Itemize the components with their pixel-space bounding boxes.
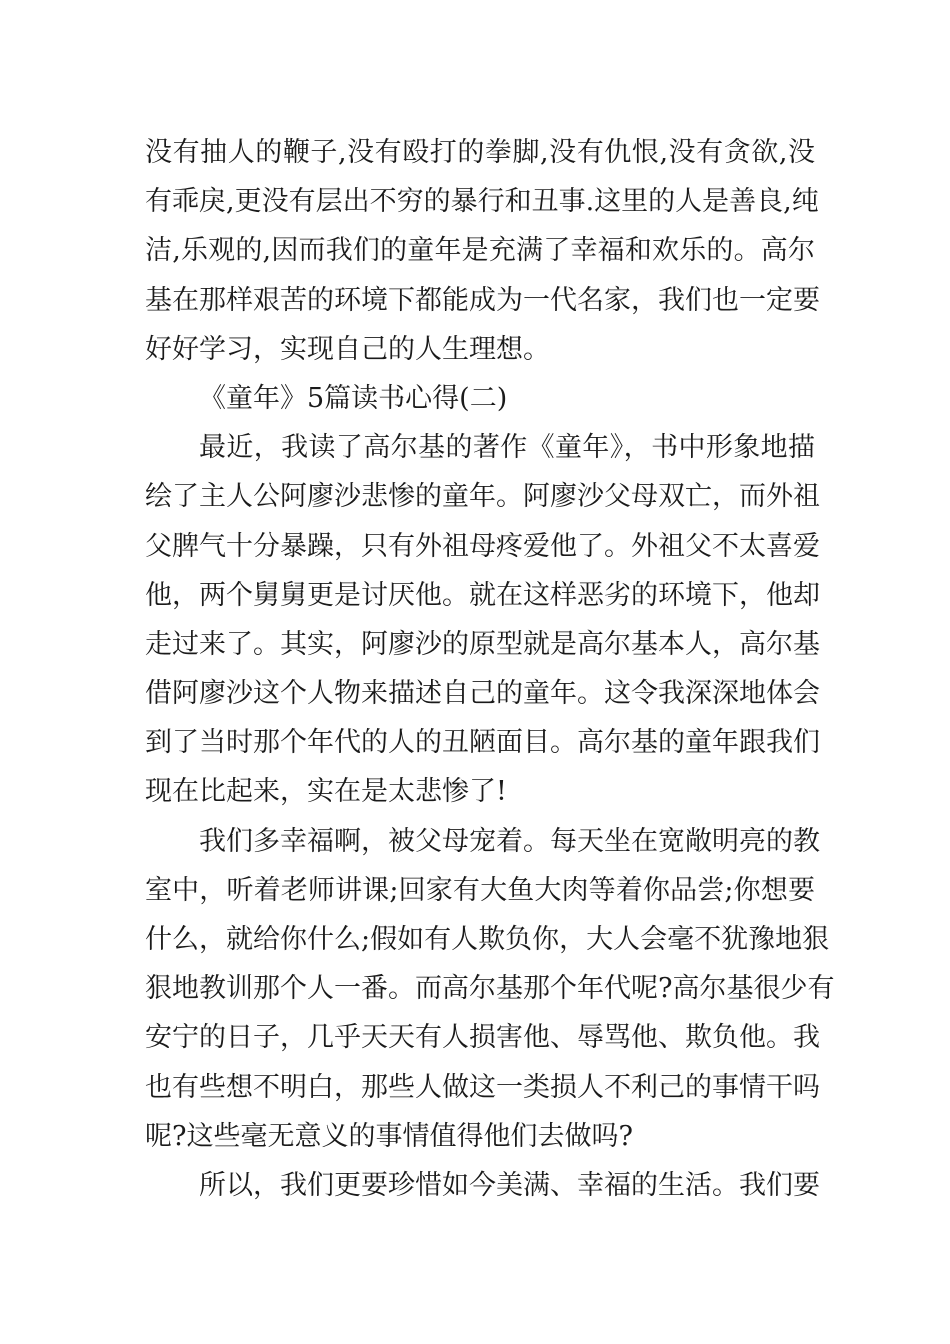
text-line: 安宁的日子，几乎天天有人损害他、辱骂他、欺负他。我	[145, 1022, 820, 1054]
paragraph	[145, 423, 820, 817]
paragraph	[145, 1161, 820, 1210]
text-line: 我们多幸福啊，被父母宠着。每天坐在宽敞明亮的教	[199, 825, 820, 857]
section-heading	[145, 374, 815, 423]
text-line: 呢?这些毫无意义的事情值得他们去做吗?	[145, 1120, 633, 1152]
text-line: 他，两个舅舅更是讨厌他。就在这样恶劣的环境下，他却	[145, 579, 820, 611]
text-line: 到了当时那个年代的人的丑陋面目。高尔基的童年跟我们	[145, 727, 820, 759]
text-line: 基在那样艰苦的环境下都能成为一代名家，我们也一定要	[145, 284, 820, 316]
text-line: 也有些想不明白，那些人做这一类损人不利己的事情干吗	[145, 1071, 820, 1103]
text-line: 狠地教训那个人一番。而高尔基那个年代呢?高尔基很少有	[145, 973, 835, 1005]
text-line: 好好学习，实现自己的人生理想。	[145, 333, 550, 365]
document-body	[145, 128, 835, 1210]
text-line: 室中，听着老师讲课;回家有大鱼大肉等着你品尝;你想要	[145, 874, 815, 906]
text-line: 什么，就给你什么;假如有人欺负你，大人会毫不犹豫地狠	[145, 924, 830, 955]
text-line: 借阿廖沙这个人物来描述自己的童年。这令我深深地体会	[145, 678, 820, 710]
text-line: 父脾气十分暴躁，只有外祖母疼爱他了。外祖父不太喜爱	[145, 530, 820, 562]
paragraph	[145, 817, 835, 1161]
section-title: 《童年》5篇读书心得(二)	[199, 382, 508, 414]
text-line: 没有抽人的鞭子,没有殴打的拳脚,没有仇恨,没有贪欲,没	[145, 137, 815, 168]
text-line: 走过来了。其实，阿廖沙的原型就是高尔基本人，高尔基	[145, 628, 820, 660]
text-line: 有乖戾,更没有层出不穷的暴行和丑事.这里的人是善良,纯	[145, 186, 819, 218]
paragraph-continued	[145, 128, 820, 374]
text-line: 所以，我们更要珍惜如今美满、幸福的生活。我们要	[199, 1169, 820, 1201]
text-line: 洁,乐观的,因而我们的童年是充满了幸福和欢乐的。高尔	[145, 235, 815, 267]
text-line: 现在比起来，实在是太悲惨了!	[145, 776, 507, 808]
text-line: 最近，我读了高尔基的著作《童年》，书中形象地描	[199, 432, 815, 464]
text-line: 绘了主人公阿廖沙悲惨的童年。阿廖沙父母双亡，而外祖	[145, 481, 820, 513]
